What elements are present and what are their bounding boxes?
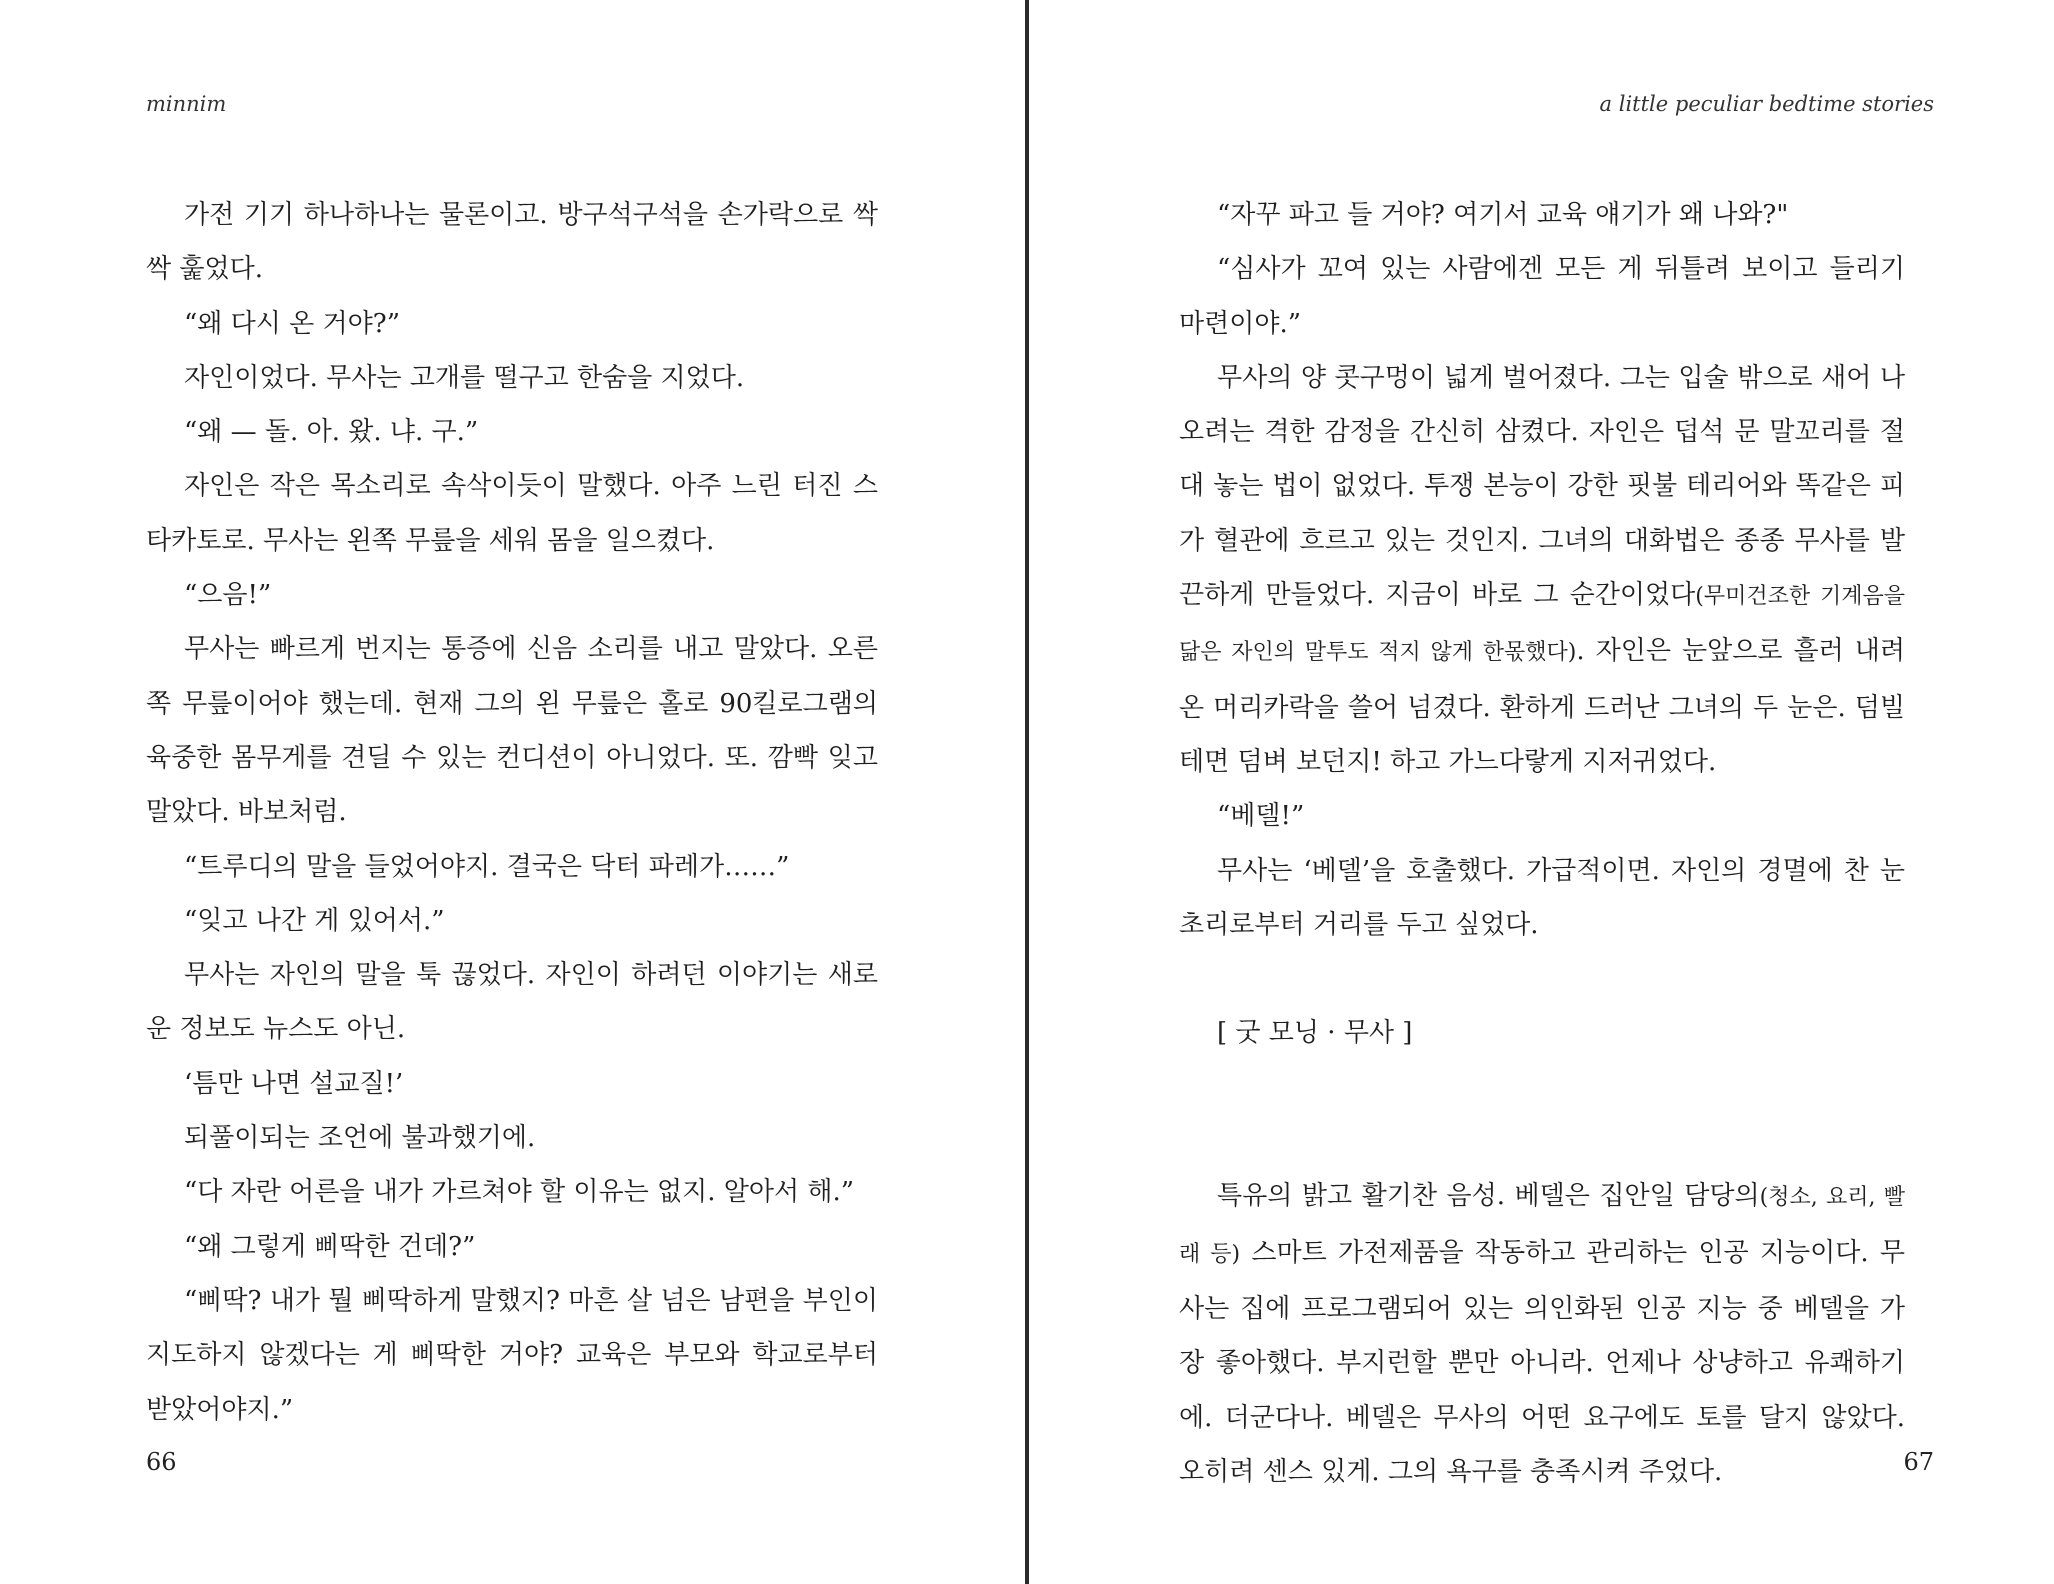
paragraph: “왜 다시 온 거야?” <box>184 308 401 339</box>
paragraph: “트루디의 말을 들었어야지. 결국은 닥터 파레가……” <box>184 851 790 882</box>
paragraph-text: 특유의 밝고 활기찬 음성. 베델은 집안일 담당의 <box>1217 1181 1760 1212</box>
right-page-number: 67 <box>1903 1448 1934 1476</box>
paragraph: “심사가 꼬여 있는 사람에겐 모든 게 뒤틀려 보이고 들리기 마련이야.” <box>1179 254 1905 339</box>
right-page <box>1031 0 2054 1584</box>
paragraph: “잊고 나간 게 있어서.” <box>184 905 445 936</box>
blank-line <box>1179 1061 1905 1115</box>
paragraph-text: 스마트 가전제품을 작동하고 관리하는 인공 지능이다. 무사는 집에 프로그램되어 있는 의인화된 인공 지능 중 베델을 가장 좋아했다. 부지런할 뿐만 아니라. 언제나 상냥하고 유쾌하기에. 더군다나. 베델은 무사의 어떤 요구에도 토를 달지 않았다. 오히려 센스 있게. 그의 욕구를 충족시켜 주었다. <box>1179 1237 1905 1487</box>
paragraph-text: 무사의 양 콧구멍이 넓게 벌어졌다. 그는 입술 밖으로 새어 나오려는 격한 감정을 간신히 삼켰다. 자인은 덥석 문 말꼬리를 절대 놓는 법이 없었다. 투쟁 본능이 강한 핏불 테리어와 똑같은 피가 혈관에 흐르고 있는 것인지. 그녀의 대화법은 종종 무사를 발끈하게 만들었다. 지금이 바로 그 순간이었다 <box>1179 362 1905 611</box>
paragraph <box>1179 351 1905 789</box>
paragraph-text: . 자인은 눈앞으로 흘러 내려온 머리카락을 쓸어 넘겼다. 환하게 드러난 그녀의 두 눈은. 덤빌 테면 덤벼 보던지! 하고 가느다랗게 지저귀었다. <box>1179 636 1905 777</box>
paragraph: 되풀이되는 조언에 불과했기에. <box>184 1123 536 1154</box>
paragraph: 가전 기기 하나하나는 물론이고. 방구석구석을 손가락으로 싹싹 훑었다. <box>146 200 878 285</box>
blank-line <box>1179 952 1905 1006</box>
paragraph: “삐딱? 내가 뭘 삐딱하게 말했지? 마흔 살 넘은 남편을 부인이 지도하지 않겠다는 게 삐딱한 거야? 교육은 부모와 학교로부터 받았어야지.” <box>146 1285 878 1425</box>
paragraph: 무사는 ‘베델’을 호출했다. 가급적이면. 자인의 경멸에 찬 눈초리로부터 거리를 두고 싶었다. <box>1179 855 1905 940</box>
paragraph: “베델!” <box>1217 801 1305 832</box>
paragraph: 자인이었다. 무사는 고개를 떨구고 한숨을 지었다. <box>184 362 745 393</box>
parenthetical-note: (청소, 요리, 빨래 등) <box>1179 1185 1905 1267</box>
right-running-head: a little peculiar bedtime stories <box>1599 92 1934 116</box>
right-body-text <box>1179 188 1905 1499</box>
paragraph: 무사는 빠르게 번지는 통증에 신음 소리를 내고 말았다. 오른쪽 무릎이어야 했는데. 현재 그의 왼 무릎은 홀로 90킬로그램의 육중한 몸무게를 견딜 수 있는 컨디션이 아니었다. 또. 깜빡 잊고 말았다. 바보처럼. <box>146 634 878 828</box>
left-page-number: 66 <box>146 1448 177 1476</box>
paragraph: “왜 — 돌. 아. 왔. 냐. 구.” <box>184 417 479 448</box>
blank-line <box>1179 1115 1905 1169</box>
paragraph <box>1179 1169 1905 1499</box>
paragraph: “자꾸 파고 들 거야? 여기서 교육 얘기가 왜 나와?" <box>1217 200 1789 230</box>
left-body-text <box>146 188 878 1437</box>
section-heading: [ 굿 모닝 · 무사 ] <box>1217 1018 1413 1049</box>
left-running-head: minnim <box>146 92 227 116</box>
paragraph: “으음!” <box>184 580 272 611</box>
paragraph: “왜 그렇게 삐딱한 건데?” <box>184 1231 476 1262</box>
book-spine-divider <box>1025 0 1029 1584</box>
paragraph: “다 자란 어른을 내가 가르쳐야 할 이유는 없지. 알아서 해.” <box>184 1177 855 1208</box>
paragraph: 무사는 자인의 말을 툭 끊었다. 자인이 하려던 이야기는 새로운 정보도 뉴스도 아닌. <box>146 960 878 1045</box>
paragraph: ‘틈만 나면 설교질!’ <box>184 1068 404 1099</box>
paragraph: 자인은 작은 목소리로 속삭이듯이 말했다. 아주 느린 터진 스타카토로. 무사는 왼쪽 무릎을 세워 몸을 일으켰다. <box>146 471 878 556</box>
left-page <box>0 0 1025 1584</box>
parenthetical-note: (무미건조한 기계음을 닮은 자인의 말투도 적지 않게 한몫했다) <box>1179 584 1905 666</box>
